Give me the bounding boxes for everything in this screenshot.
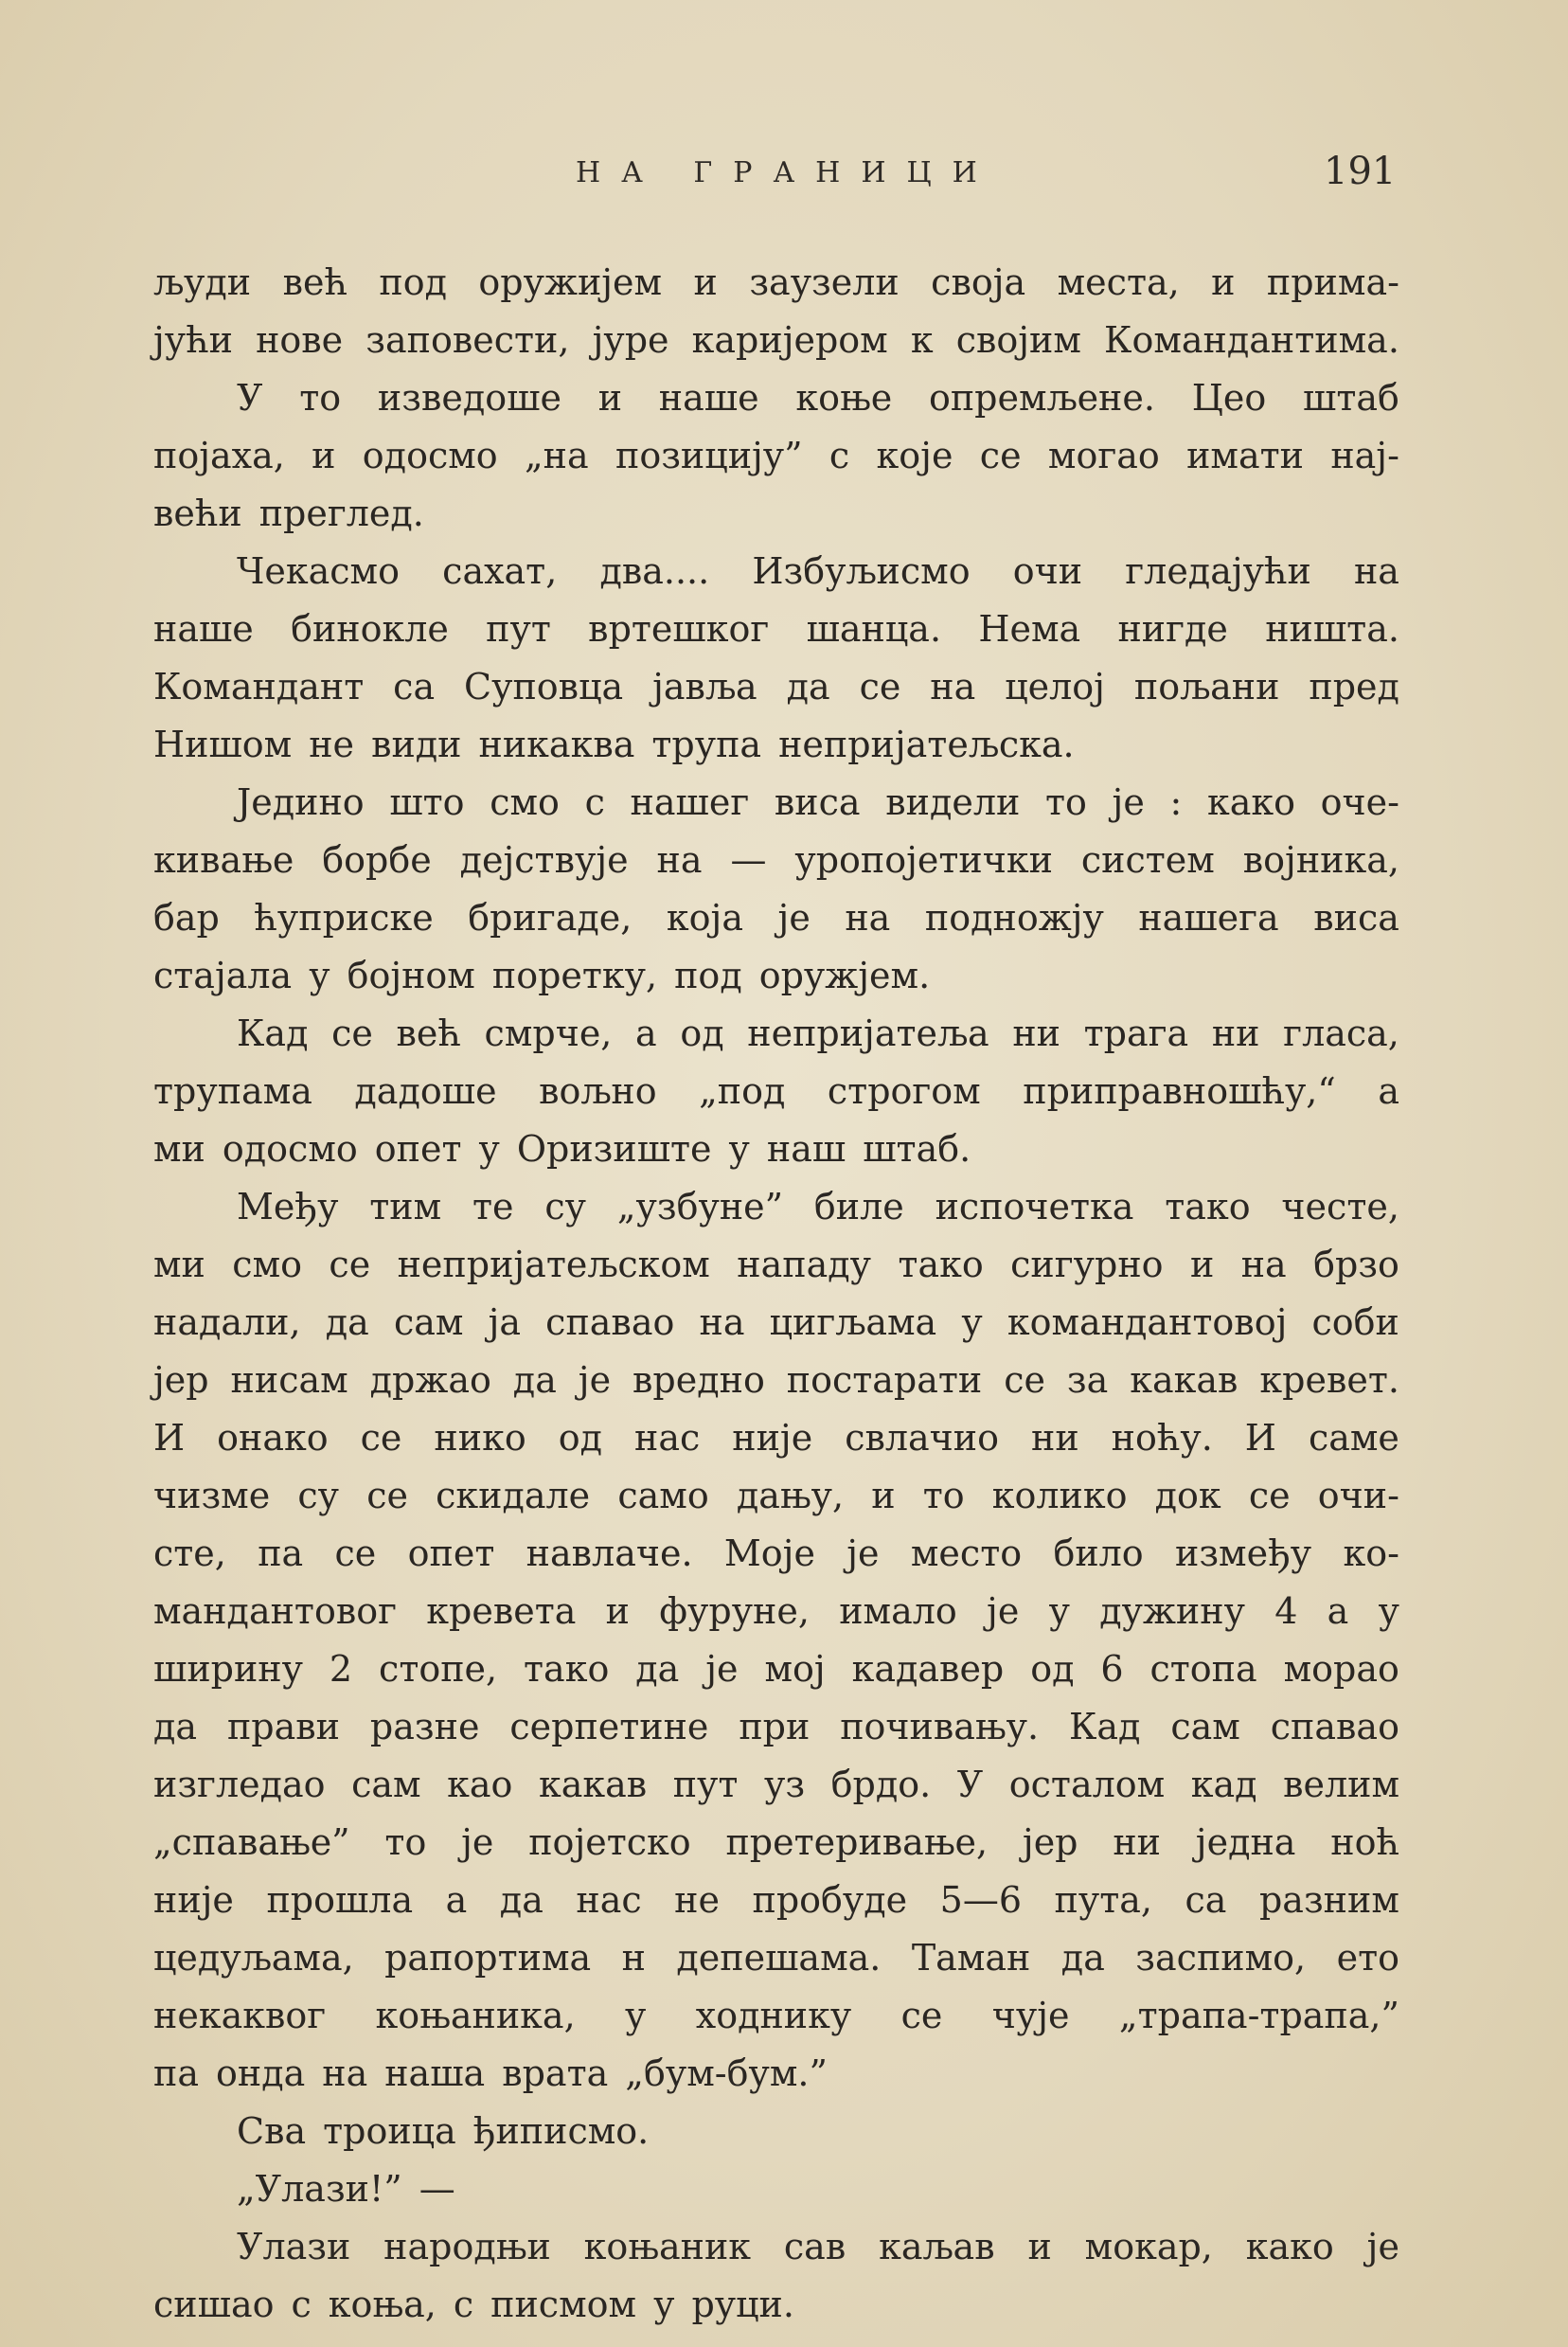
- text-line: кивање борбе дејствује на — уропојетички систем војника,: [153, 839, 1399, 881]
- text-line: чизме су се скидале само дању, и то колико док се очи-: [153, 1475, 1399, 1516]
- text-line: Сва троица ђиписмо.: [237, 2110, 650, 2152]
- text-line: цедуљама, рапортима н депешама. Таман да заспимо, ето: [153, 1937, 1399, 1979]
- text-line: Међу тим те су „узбуне” биле испочетка тако честе,: [237, 1186, 1399, 1227]
- text-line: У то изведоше и наше коње опремљене. Цео штаб: [237, 377, 1399, 419]
- body-text: [153, 254, 1399, 2334]
- text-line: Улази народњи коњаник сав каљав и мокар, како је: [237, 2226, 1399, 2267]
- text-line: сишао с коња, с писмом у руци.: [153, 2284, 794, 2325]
- text-line: „спавање” то је појетско претеривање, јер ни једна ноћ: [153, 1821, 1399, 1863]
- text-line: људи већ под оружијем и заузели своја места, и прима-: [153, 261, 1399, 303]
- text-line: трупама дадоше вољно „под строгом приправношћу,“ а: [153, 1070, 1399, 1112]
- text-line: појаха, и одосмо „на позицију” с које се могао имати нај-: [153, 435, 1399, 476]
- text-line: бар ћуприске бригаде, која је на подножју нашега виса: [153, 897, 1399, 939]
- text-line: Једино што смо с нашег виса видели то је : како оче-: [237, 781, 1399, 823]
- text-line: јер нисам држао да је вредно постарати се за какав кревет.: [153, 1359, 1399, 1401]
- text-line: Командант са Суповца јавља да се на целој пољани пред: [153, 666, 1399, 708]
- text-line: да прави разне серпетине при почивању. Кад сам спавао: [153, 1706, 1399, 1747]
- page-number: 191: [1324, 150, 1397, 193]
- text-line: Нишом не види никаква трупа непријатељска.: [153, 724, 1075, 765]
- text-line: ми одосмо опет у Оризиште у наш штаб.: [153, 1128, 971, 1170]
- text-line: Чекасмо сахат, два.... Избуљисмо очи гледајући на: [237, 550, 1399, 592]
- text-line: стајала у бојном поретку, под оружјем.: [153, 955, 931, 996]
- running-title: НА ГРАНИЦИ: [576, 156, 998, 189]
- text-line: И онако се нико од нас није свлачио ни ноћу. И саме: [153, 1417, 1399, 1459]
- text-line: Кад се већ смрче, а од непријатеља ни трага ни гласа,: [237, 1012, 1399, 1054]
- text-line: сте, па се опет навлаче. Моје је место било између ко-: [153, 1532, 1399, 1574]
- text-line: наше бинокле пут вртешког шанца. Нема нигде ништа.: [153, 608, 1399, 650]
- text-line: није прошла а да нас не пробуде 5—6 пута, са разним: [153, 1879, 1399, 1921]
- text-line: „Улази!” —: [237, 2168, 455, 2210]
- text-line: некаквог коњаника, у ходнику се чује „трапа-трапа,”: [153, 1995, 1399, 2036]
- text-line: па онда на наша врата „бум-бум.”: [153, 2052, 828, 2094]
- text-line: ширину 2 стопе, тако да је мој кадавер од 6 стопа морао: [153, 1648, 1399, 1690]
- text-line: ми смо се непријатељском нападу тако сигурно и на брзо: [153, 1244, 1399, 1285]
- text-line: већи преглед.: [153, 493, 424, 534]
- text-line: јући нове заповести, јуре каријером к својим Командантима.: [153, 319, 1399, 361]
- text-line: надали, да сам ја спавао на цигљама у командантовој соби: [153, 1301, 1399, 1343]
- text-line: мандантовог кревета и фуруне, имало је у дужину 4 а у: [153, 1590, 1399, 1632]
- text-line: изгледао сам као какав пут уз брдо. У осталом кад велим: [153, 1764, 1399, 1805]
